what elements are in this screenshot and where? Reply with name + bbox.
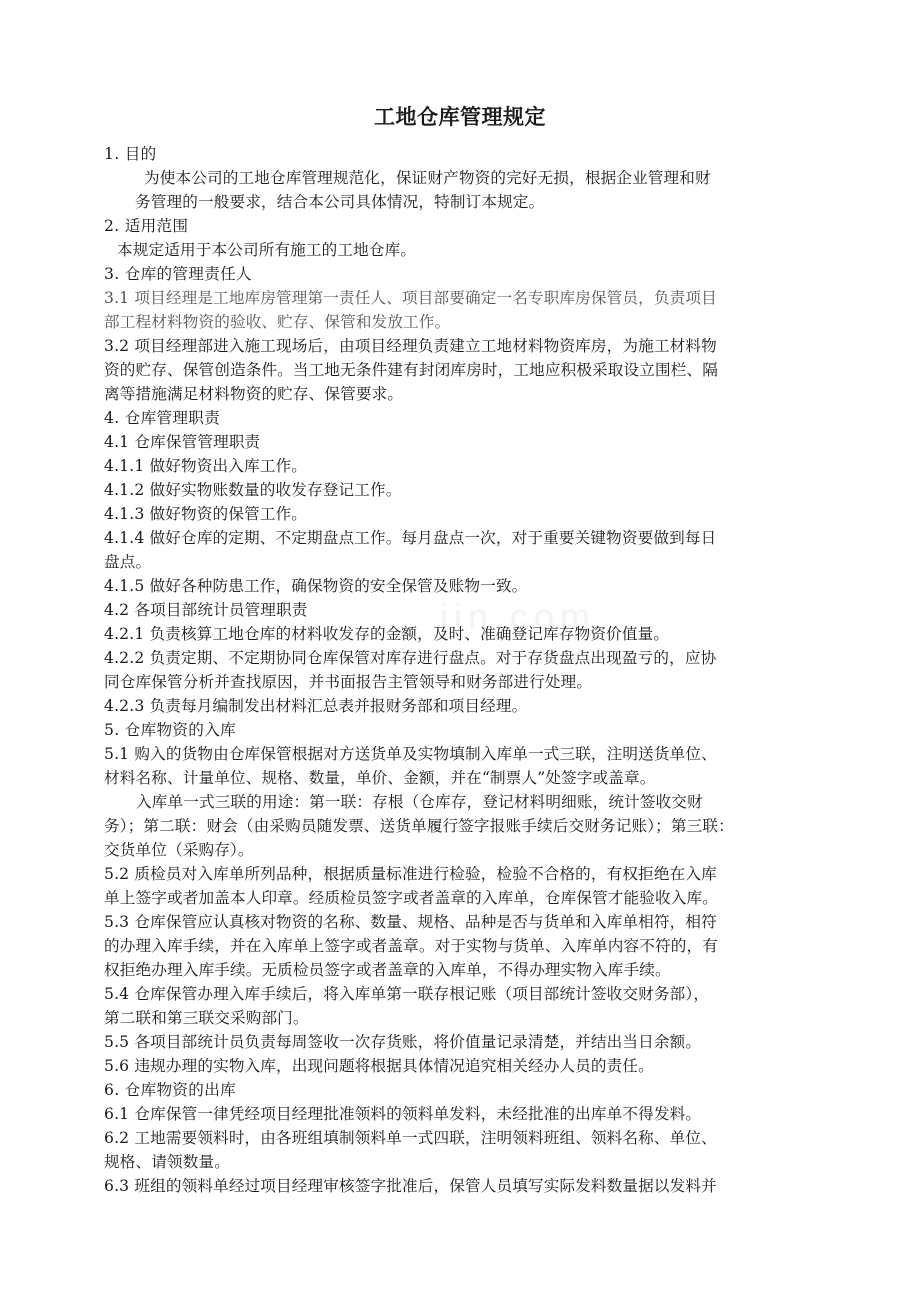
paragraph-line: 交货单位（采购存）。 <box>104 841 254 859</box>
section-heading: 3. 仓库的管理责任人 <box>104 265 252 283</box>
paragraph-line: 4.1.1 做好物资出入库工作。 <box>104 457 307 475</box>
paragraph-line: 4.1.3 做好物资的保管工作。 <box>104 505 307 523</box>
paragraph-line: 务）；第二联：财会（由采购员随发票、送货单履行签字报账手续后交财务记账）；第三联： <box>104 817 734 835</box>
section-heading: 6. 仓库物资的出库 <box>104 1081 236 1099</box>
paragraph-line: 规格、请领数量。 <box>104 1153 230 1171</box>
paragraph-line: 务管理的一般要求，结合本公司具体情况，特制订本规定。 <box>135 193 545 211</box>
paragraph-line: 盘点。 <box>104 553 152 571</box>
paragraph-line: 6.2 工地需要领料时，由各班组填制领料单一式四联，注明领料班组、领料名称、单位、 <box>104 1129 717 1147</box>
paragraph-line: 权拒绝办理入库手续。无质检员签字或者盖章的入库单，不得办理实物入库手续。 <box>104 961 671 979</box>
document-title: 工地仓库管理规定 <box>374 104 546 129</box>
subsection-heading: 4.2 各项目部统计员管理职责 <box>104 601 308 619</box>
paragraph-line: 第二联和第三联交采购部门。 <box>104 1009 309 1027</box>
paragraph-line: 同仓库保管分析并查找原因，并书面报告主管领导和财务部进行处理。 <box>104 673 593 691</box>
paragraph-line: 离等措施满足材料物资的贮存、保管要求。 <box>104 385 404 403</box>
watermark: jin.com <box>440 596 597 637</box>
paragraph-line: 4.2.3 负责每月编制发出材料汇总表并报财务部和项目经理。 <box>104 697 528 715</box>
paragraph-line: 5.2 质检员对入库单所列品种，根据质量标准进行检验，检验不合格的，有权拒绝在入库 <box>104 865 717 883</box>
paragraph-line: 为使本公司的工地仓库管理规范化，保证财产物资的完好无损，根据企业管理和财 <box>144 169 711 187</box>
paragraph-line: 入库单一式三联的用途：第一联：存根（仓库存，登记材料明细账，统计签收交财 <box>136 793 703 811</box>
paragraph-line: 资的贮存、保管创造条件。当工地无条件建有封闭库房时，工地应积极采取设立围栏、隔 <box>104 361 719 379</box>
paragraph-line: 部工程材料物资的验收、贮存、保管和发放工作。 <box>104 313 451 331</box>
paragraph-line: 5.3 仓库保管应认真核对物资的名称、数量、规格、品种是否与货单和入库单相符，相符 <box>104 913 717 931</box>
section-heading: 5. 仓库物资的入库 <box>104 721 236 739</box>
paragraph-line: 本规定适用于本公司所有施工的工地仓库。 <box>117 241 417 259</box>
section-heading: 1. 目的 <box>104 145 157 163</box>
paragraph-line: 4.2.1 负责核算工地仓库的材料收发存的金额，及时、准确登记库存物资价值量。 <box>104 625 670 643</box>
paragraph-line: 6.1 仓库保管一律凭经项目经理批准领料的领料单发料，未经批准的出库单不得发料。 <box>104 1105 702 1123</box>
paragraph-line: 4.2.2 负责定期、不定期协同仓库保管对库存进行盘点。对于存货盘点出现盈亏的，应协 <box>104 649 717 667</box>
paragraph-line: 材料名称、计量单位、规格、数量，单价、金额，并在“制票人”处签字或盖章。 <box>104 769 656 787</box>
paragraph-line: 5.4 仓库保管办理入库手续后，将入库单第一联存根记账（项目部统计签收交财务部）， <box>104 985 710 1003</box>
paragraph-line: 4.1.5 做好各种防患工作，确保物资的安全保管及账物一致。 <box>104 577 528 595</box>
section-heading: 2. 适用范围 <box>104 217 189 235</box>
paragraph-line: 3.2 项目经理部进入施工现场后，由项目经理负责建立工地材料物资库房，为施工材料物 <box>104 337 717 355</box>
subsection-heading: 4.1 仓库保管管理职责 <box>104 433 261 451</box>
paragraph-line: 5.6 违规办理的实物入库，出现问题将根据具体情况追究相关经办人员的责任。 <box>104 1057 654 1075</box>
paragraph-line: 5.5 各项目部统计员负责每周签收一次存货账，将价值量记录清楚，并结出当日余额。 <box>104 1033 702 1051</box>
paragraph-line: 5.1 购入的货物由仓库保管根据对方送货单及实物填制入库单一式三联，注明送货单位、 <box>104 745 717 763</box>
paragraph-line: 4.1.4 做好仓库的定期、不定期盘点工作。每月盘点一次，对于重要关键物资要做到每日 <box>104 529 717 547</box>
paragraph-line: 4.1.2 做好实物账数量的收发存登记工作。 <box>104 481 402 499</box>
paragraph-line: 单上签字或者加盖本人印章。经质检员签字或者盖章的入库单，仓库保管才能验收入库。 <box>104 889 719 907</box>
paragraph-line: 6.3 班组的领料单经过项目经理审核签字批准后，保管人员填写实际发料数量据以发料并 <box>104 1177 717 1195</box>
paragraph-line: 的办理入库手续，并在入库单上签字或者盖章。对于实物与货单、入库单内容不符的，有 <box>104 937 719 955</box>
paragraph-line: 3.1 项目经理是工地库房管理第一责任人、项目部要确定一名专职库房保管员，负责项目 <box>104 289 717 307</box>
section-heading: 4. 仓库管理职责 <box>104 409 221 427</box>
